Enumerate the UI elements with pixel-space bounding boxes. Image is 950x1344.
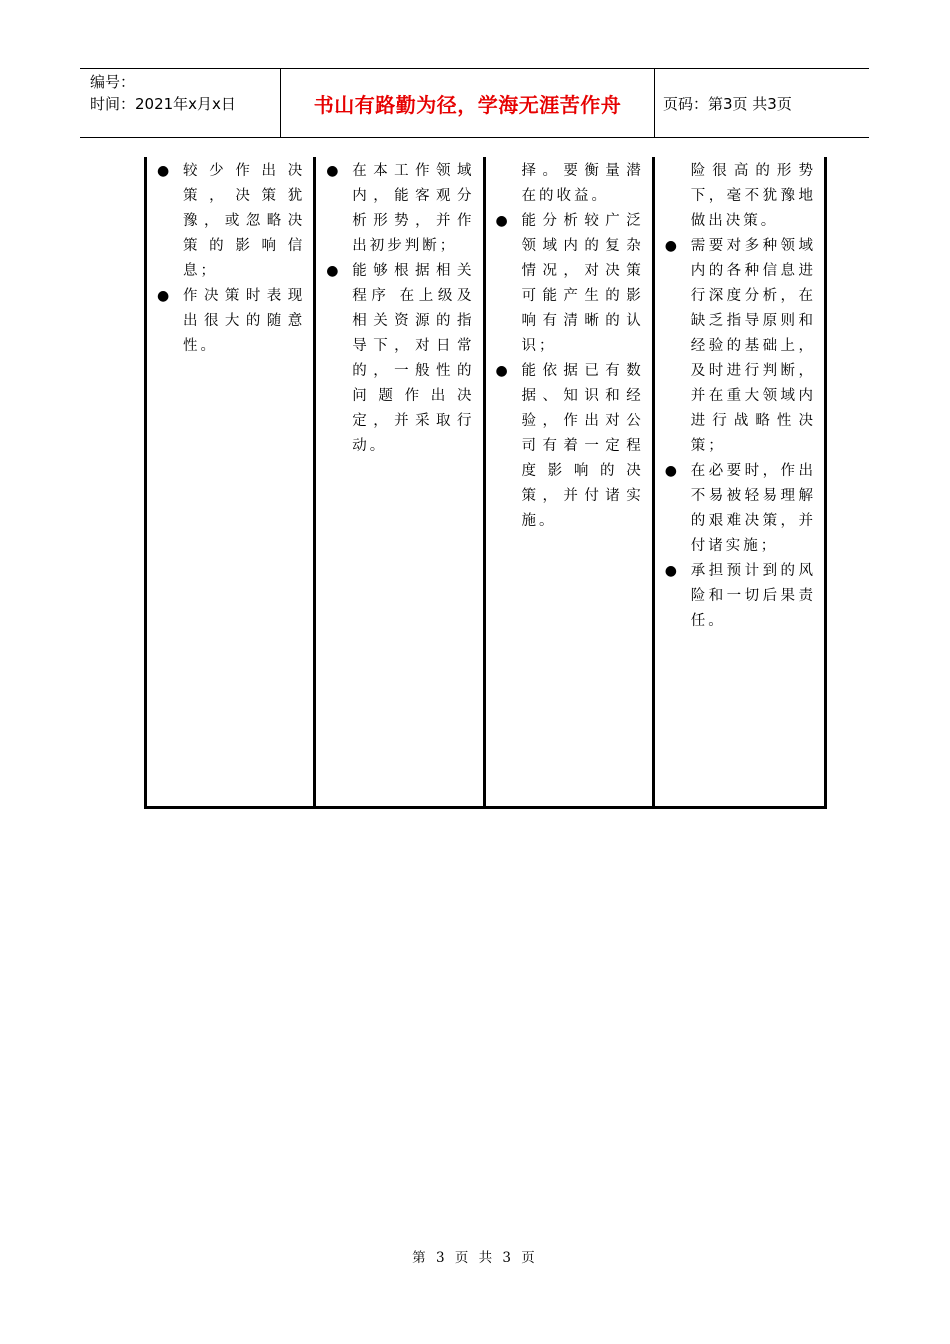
- list-item: ● 较少作出决策，决策犹豫，或忽略决策的影响信息；: [151, 159, 305, 284]
- document-date-label: 时间：2021年x月x日: [90, 95, 236, 113]
- list-item: ● 能依据已有数据、知识和经验，作出对公司有着一定程度影响的决策，并付诸实施。: [490, 359, 644, 534]
- header-meta: [80, 69, 281, 137]
- list-item: ● 在必要时，作出不易被轻易理解的艰难决策，并付诸实施；: [659, 459, 816, 559]
- bullet-icon: ●: [326, 163, 342, 179]
- bullet-icon: ●: [495, 213, 511, 229]
- header-motto: 书山有路勤为径，学海无涯苦作舟: [281, 69, 655, 137]
- list-item: ● 作决策时表现出很大的随意性。: [151, 284, 305, 359]
- bullet-icon: ●: [664, 238, 680, 254]
- document-number-label: 编号：: [90, 73, 136, 91]
- page-header: [80, 68, 869, 138]
- bullet-icon: ●: [495, 363, 511, 379]
- list-item: ● 能够根据相关程序 在上级及相关资源的指导下，对日常的，一般性的问题作出决定，并采取行动。: [320, 259, 474, 459]
- table-column-4: [655, 157, 824, 806]
- list-item: ● 承担预计到的风险和一切后果责任。: [659, 559, 816, 634]
- list-item: ● 在本工作领域内，能客观分析形势，并作出初步判断；: [320, 159, 474, 259]
- header-page-info: 页码：第3页 共3页: [663, 94, 792, 113]
- table-column-3: [486, 157, 655, 806]
- list-item: ● 能分析较广泛领域内的复杂情况，对决策可能产生的影响有清晰的认识；: [490, 209, 644, 359]
- continuation-text: 险很高的形势下，毫不犹豫地做出决策。: [690, 163, 816, 229]
- bullet-icon: ●: [326, 263, 342, 279]
- page-footer: 第 3 页 共 3 页: [412, 1250, 538, 1266]
- bullet-icon: ●: [664, 563, 680, 579]
- bullet-icon: ●: [157, 163, 173, 179]
- list-item: ● 需要对多种领域内的各种信息进行深度分析，在缺乏指导原则和经验的基础上，及时进行判断，并在重大领域内进行战略性决策；: [659, 234, 816, 459]
- bullet-icon: ●: [157, 288, 173, 304]
- table-column-1: [147, 157, 316, 806]
- table-column-2: [316, 157, 485, 806]
- continuation-text: 择。要衡量潜在的收益。: [521, 163, 644, 204]
- bullet-icon: ●: [664, 463, 680, 479]
- competency-table: [144, 157, 827, 809]
